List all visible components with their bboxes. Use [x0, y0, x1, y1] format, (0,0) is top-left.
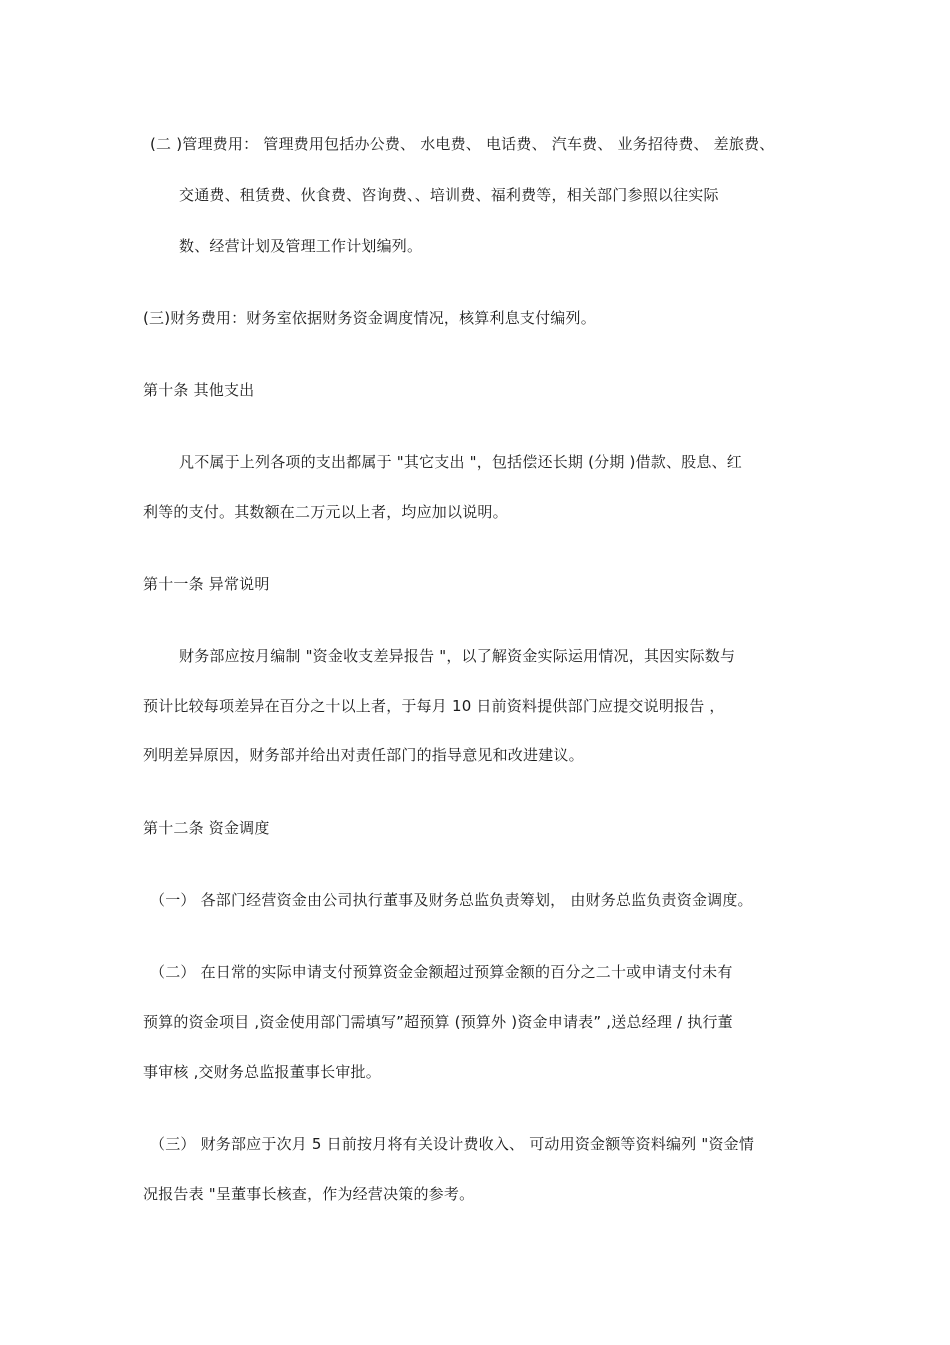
text-line-item-2: （二） 在日常的实际申请支付预算资金金额超过预算金额的百分之二十或申请支付未有: [150, 963, 733, 981]
text-line: 财务部应按月编制 "资金收支差异报告 "，以了解资金实际运用情况，其因实际数与: [179, 647, 736, 665]
section-heading-article-11: 第十一条 异常说明: [143, 575, 270, 593]
text-line-item-3: （三） 财务部应于次月 5 日前按月将有关设计费收入、 可动用资金额等资料编列 "资金情: [150, 1135, 755, 1153]
text-line-item-1: （一） 各部门经营资金由公司执行董事及财务总监负责筹划， 由财务总监负责资金调度。: [150, 891, 753, 909]
text-line: 况报告表 "呈董事长核查，作为经营决策的参考。: [143, 1185, 475, 1203]
section-heading-article-10: 第十条 其他支出: [143, 381, 255, 399]
text-line: 数、经营计划及管理工作计划编列。: [179, 237, 423, 255]
section-heading-article-12: 第十二条 资金调度: [143, 819, 270, 837]
text-line: 凡不属于上列各项的支出都属于 "其它支出 "，包括偿还长期 (分期 )借款、股息、红: [179, 453, 742, 471]
text-line: 利等的支付。其数额在二万元以上者，均应加以说明。: [143, 503, 508, 521]
text-line: 交通费、租赁费、伙食费、咨询费、、培训费、福利费等，相关部门参照以往实际: [179, 186, 719, 204]
text-line: 预算的资金项目 ,资金使用部门需填写”超预算 (预算外 )资金申请表” ,送总经理 / 执行董: [143, 1013, 733, 1031]
text-line: 事审核 ,交财务总监报董事长审批。: [143, 1063, 381, 1081]
text-line: 列明差异原因，财务部并给出对责任部门的指导意见和改进建议。: [143, 746, 584, 764]
text-line: 预计比较每项差异在百分之十以上者，于每月 10 日前资料提供部门应提交说明报告 ，: [143, 697, 725, 715]
text-line-management-expenses: (二 )管理费用： 管理费用包括办公费、 水电费、 电话费、 汽车费、 业务招待费、 差旅费、: [150, 135, 775, 153]
text-line-financial-expenses: (三)财务费用：财务室依据财务资金调度情况，核算利息支付编列。: [143, 309, 596, 327]
